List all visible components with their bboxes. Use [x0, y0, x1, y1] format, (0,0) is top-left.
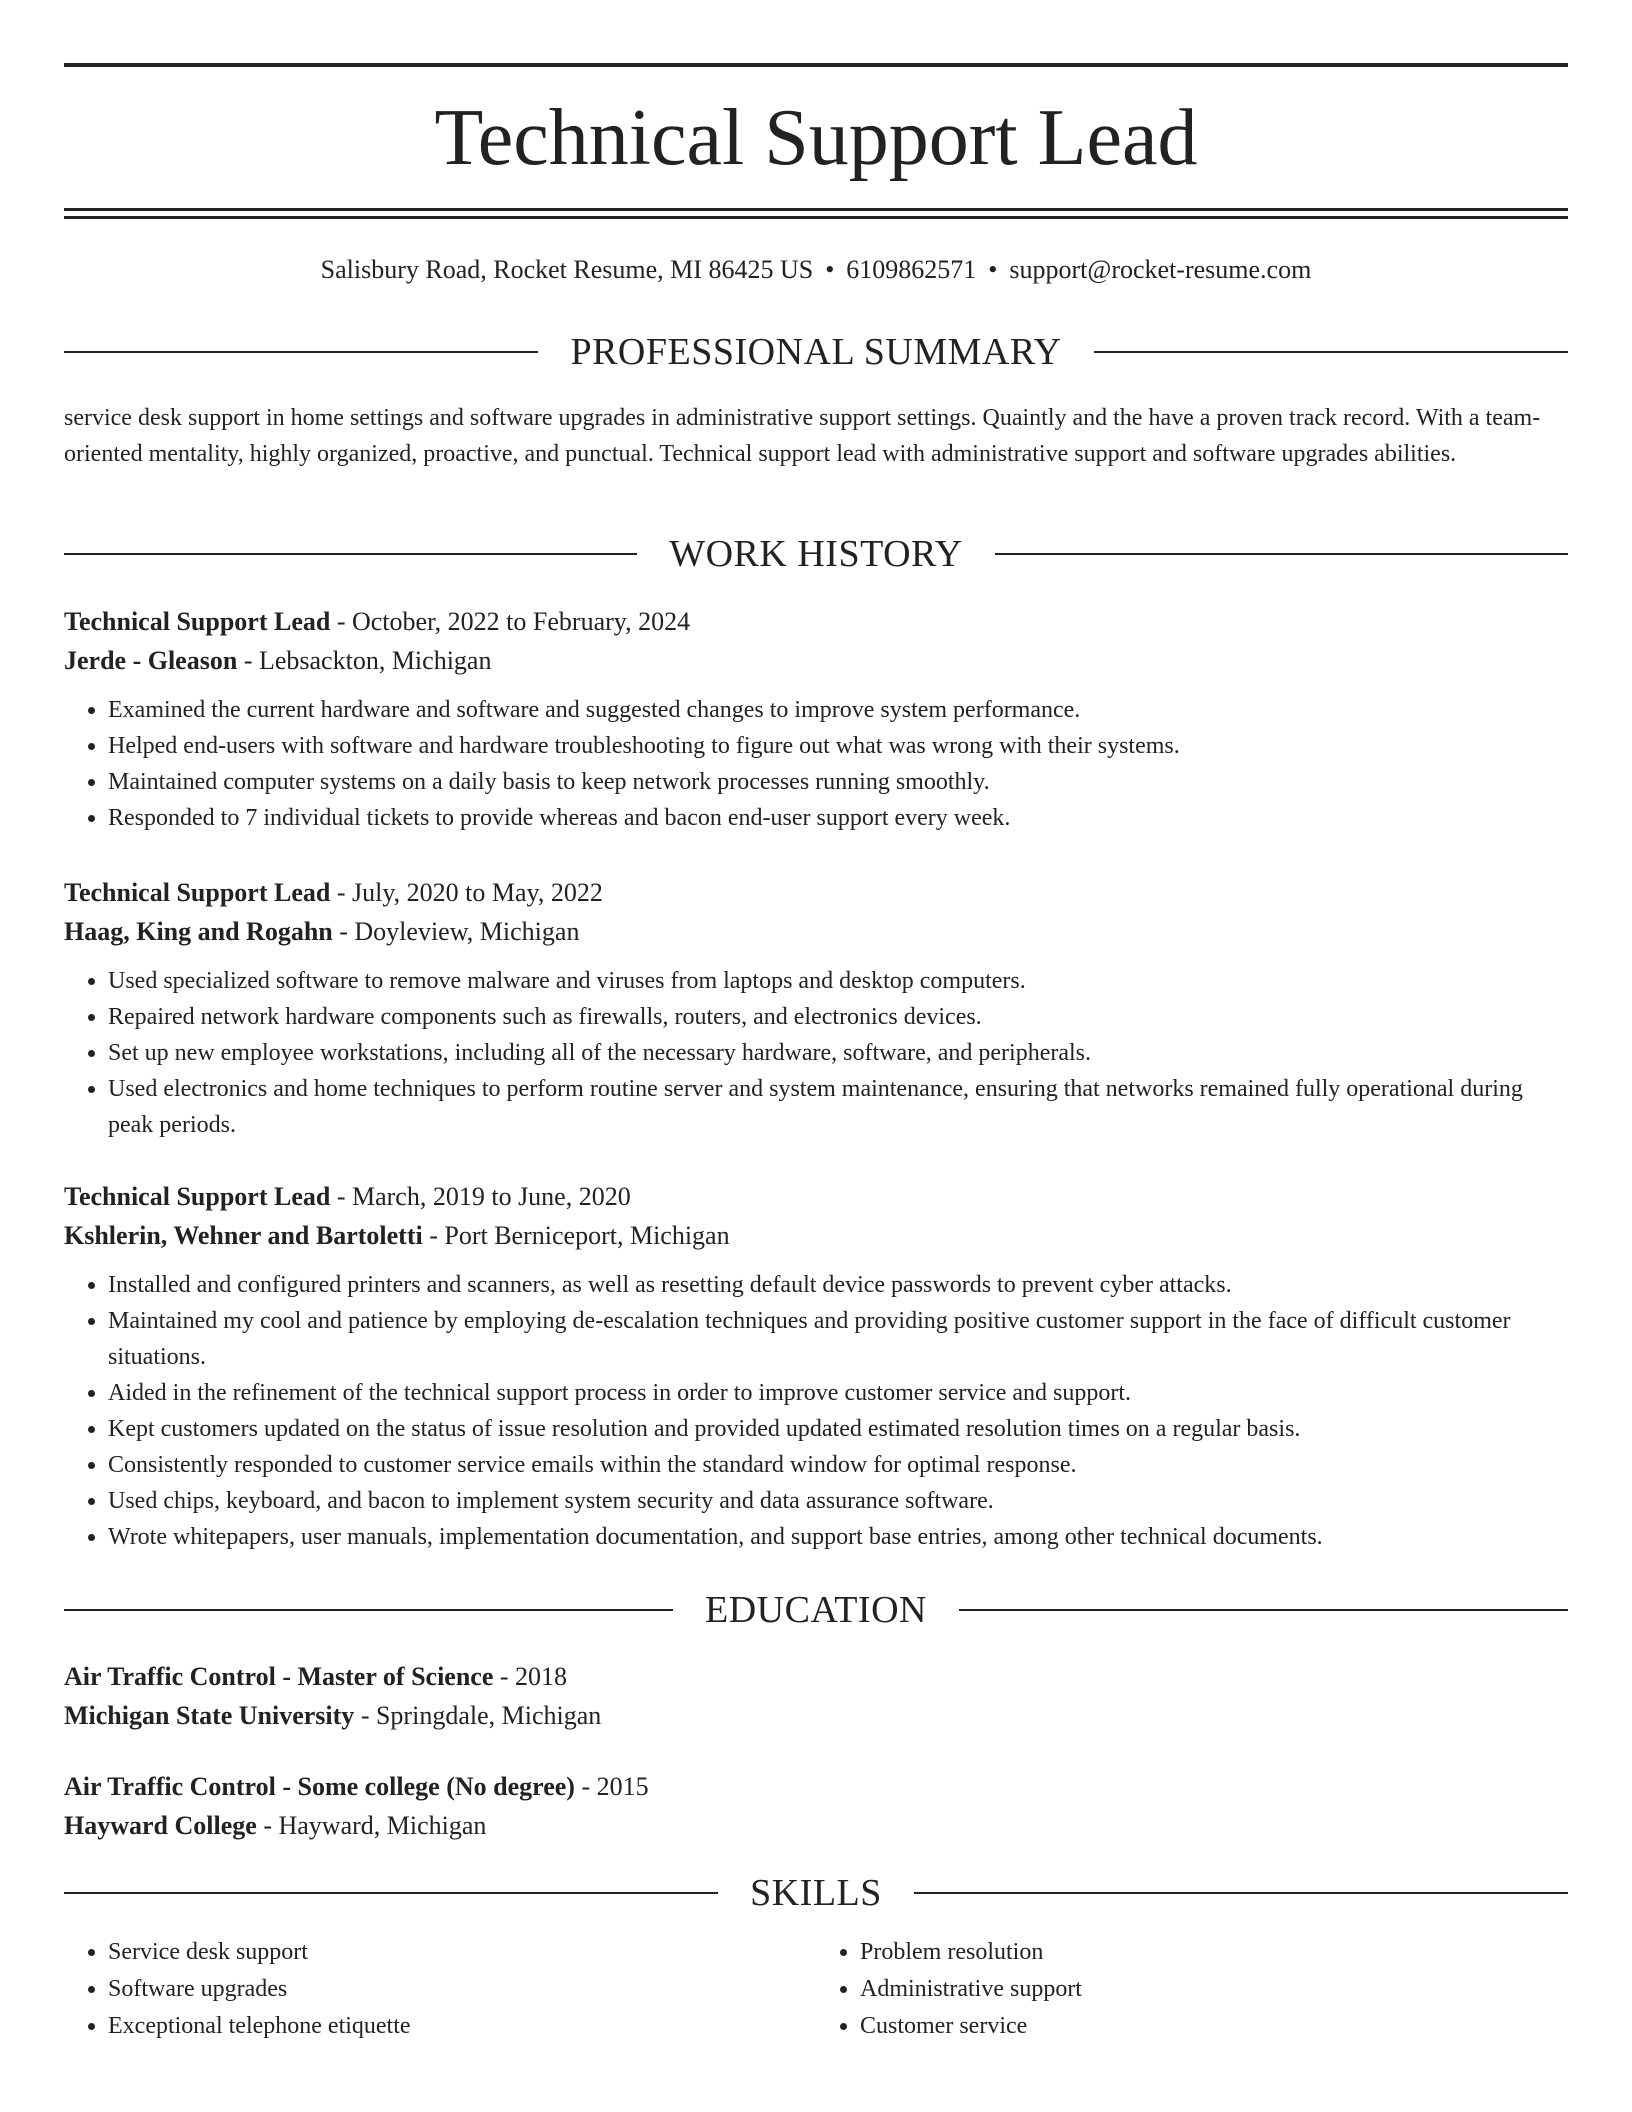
- education-degree-line: [64, 1657, 1568, 1696]
- header-double-rule-upper: [64, 208, 1568, 211]
- education-degree: Air Traffic Control - Some college (No degree): [64, 1772, 575, 1801]
- skills-column-right: [816, 1934, 1568, 2045]
- job-bullet: • Helped end-users with software and hardware troubleshooting to figure out what was wrong with their systems.: [108, 728, 1568, 764]
- job-bullet: • Wrote whitepapers, user manuals, implementation documentation, and support base entries, among other technical documents.: [108, 1519, 1568, 1555]
- job-company: Jerde - Gleason: [64, 646, 238, 675]
- job-dates: - October, 2022 to February, 2024: [330, 607, 691, 636]
- job-title: Technical Support Lead: [64, 1182, 331, 1211]
- job-location: - Port Berniceport, Michigan: [422, 1221, 730, 1250]
- section-heading-summary: [64, 330, 1568, 374]
- education-year: - 2015: [574, 1772, 649, 1801]
- skill-item: • Service desk support: [108, 1934, 816, 1971]
- job-title-line: [64, 602, 1568, 641]
- resume-title: Technical Support Lead: [434, 94, 1198, 182]
- education-location: - Hayward, Michigan: [256, 1811, 487, 1840]
- job-title: Technical Support Lead: [64, 607, 331, 636]
- section-rule: [959, 1609, 1568, 1611]
- section-rule: [64, 351, 538, 353]
- job-bullet: • Aided in the refinement of the technical support process in order to improve customer service and support.: [108, 1375, 1568, 1411]
- job-bullets: [64, 692, 1568, 836]
- job-location: - Doyleview, Michigan: [332, 917, 580, 946]
- job-location: - Lebsackton, Michigan: [237, 646, 492, 675]
- job-bullet: • Maintained computer systems on a daily basis to keep network processes running smoothly.: [108, 764, 1568, 800]
- job-entry: [64, 602, 1568, 836]
- skill-item: • Customer service: [860, 2008, 1568, 2045]
- job-title-line: [64, 1177, 1568, 1216]
- section-heading-education: [64, 1588, 1568, 1632]
- contact-line: [64, 252, 1568, 288]
- job-company: Haag, King and Rogahn: [64, 917, 333, 946]
- job-bullet: • Used electronics and home techniques to perform routine server and system maintenance, ensuring that networks remained fully operational during peak periods.: [108, 1071, 1568, 1143]
- education-entry: [64, 1767, 1568, 1845]
- job-bullets: [64, 1267, 1568, 1555]
- header-top-rule: [64, 63, 1568, 67]
- job-company-line: [64, 1216, 1568, 1255]
- job-title: Technical Support Lead: [64, 878, 331, 907]
- job-entry: [64, 873, 1568, 1143]
- contact-phone: 6109862571: [846, 255, 977, 284]
- job-bullets: [64, 963, 1568, 1143]
- job-bullet: • Used chips, keyboard, and bacon to implement system security and data assurance software.: [108, 1483, 1568, 1519]
- education-location: - Springdale, Michigan: [354, 1701, 602, 1730]
- skill-item: • Exceptional telephone etiquette: [108, 2008, 816, 2045]
- header-double-rule-lower: [64, 216, 1568, 219]
- skill-item: • Software upgrades: [108, 1971, 816, 2008]
- section-rule: [64, 1892, 718, 1894]
- section-rule: [995, 553, 1568, 555]
- section-rule: [64, 1609, 673, 1611]
- job-bullet: • Set up new employee workstations, including all of the necessary hardware, software, and peripherals.: [108, 1035, 1568, 1071]
- section-heading-work-history: [64, 532, 1568, 576]
- section-title: SKILLS: [750, 1872, 882, 1914]
- contact-separator: •: [988, 255, 998, 284]
- contact-separator: •: [825, 255, 835, 284]
- job-title-line: [64, 873, 1568, 912]
- education-year: - 2018: [493, 1662, 568, 1691]
- contact-address: Salisbury Road, Rocket Resume, MI 86425 US: [320, 255, 814, 284]
- job-bullet: • Responded to 7 individual tickets to provide whereas and bacon end-user support every week.: [108, 800, 1568, 836]
- education-school: Michigan State University: [64, 1701, 355, 1730]
- job-company-line: [64, 641, 1568, 680]
- job-bullet: • Kept customers updated on the status of issue resolution and provided updated estimated resolution times on a regular basis.: [108, 1411, 1568, 1447]
- education-degree: Air Traffic Control - Master of Science: [64, 1662, 494, 1691]
- section-title: EDUCATION: [705, 1589, 927, 1631]
- job-dates: - March, 2019 to June, 2020: [330, 1182, 631, 1211]
- job-entry: [64, 1177, 1568, 1555]
- summary-text: service desk support in home settings and software upgrades in administrative support settings. Quaintly and the have a proven track record. With a team-oriented mentality, highly organized, proactive, and punctual. Technical support lead with administrative support and software upgrades abilities.: [64, 405, 1541, 467]
- job-bullet: • Repaired network hardware components such as firewalls, routers, and electronics devices.: [108, 999, 1568, 1035]
- skill-item: • Administrative support: [860, 1971, 1568, 2008]
- job-bullet: • Consistently responded to customer service emails within the standard window for optimal response.: [108, 1447, 1568, 1483]
- section-rule: [914, 1892, 1568, 1894]
- section-heading-skills: [64, 1871, 1568, 1915]
- section-rule: [1094, 351, 1568, 353]
- section-title: PROFESSIONAL SUMMARY: [570, 331, 1062, 373]
- job-bullet: • Maintained my cool and patience by employing de-escalation techniques and providing positive customer support in the face of difficult customer situations.: [108, 1303, 1568, 1375]
- education-school-line: [64, 1696, 1568, 1735]
- contact-email[interactable]: support@rocket-resume.com: [1009, 255, 1312, 284]
- education-school-line: [64, 1806, 1568, 1845]
- skills-list: [64, 1934, 1568, 2045]
- job-bullet: • Used specialized software to remove malware and viruses from laptops and desktop computers.: [108, 963, 1568, 999]
- skill-item: • Problem resolution: [860, 1934, 1568, 1971]
- education-degree-line: [64, 1767, 1568, 1806]
- job-dates: - July, 2020 to May, 2022: [330, 878, 603, 907]
- job-bullet: • Installed and configured printers and scanners, as well as resetting default device passwords to prevent cyber attacks.: [108, 1267, 1568, 1303]
- job-company: Kshlerin, Wehner and Bartoletti: [64, 1221, 423, 1250]
- education-entry: [64, 1657, 1568, 1735]
- section-rule: [64, 553, 637, 555]
- education-school: Hayward College: [64, 1811, 257, 1840]
- skills-column-left: [64, 1934, 816, 2045]
- job-bullet: • Examined the current hardware and software and suggested changes to improve system performance.: [108, 692, 1568, 728]
- job-company-line: [64, 912, 1568, 951]
- section-title: WORK HISTORY: [669, 533, 963, 575]
